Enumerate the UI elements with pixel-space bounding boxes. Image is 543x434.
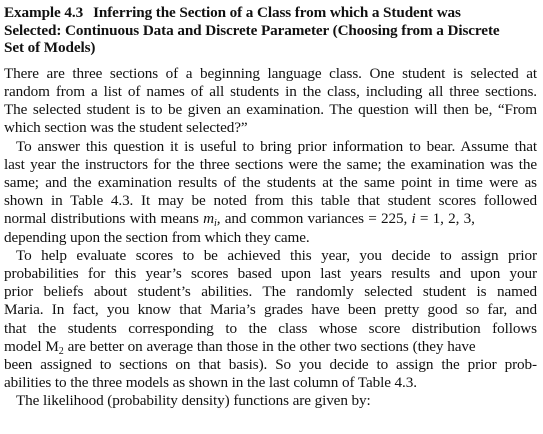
text-line: been assigned to sections on that basis). So you decide to assign the prior prob-	[4, 356, 537, 374]
example-heading	[4, 4, 537, 57]
text-line: To help evaluate scores to be achieved this year, you decide to assign prior	[16, 246, 537, 264]
example-title-line-2: Selected: Continuous Data and Discrete Parameter (Choosing from a Discrete	[4, 21, 500, 39]
text-line: shown in Table 4.3. It may be noted from this table that student scores followed	[4, 192, 537, 210]
text-line: depending upon the section from which they came.	[4, 228, 310, 246]
example-heading-line-1	[4, 4, 537, 22]
paragraph-4	[4, 392, 537, 410]
text-line-with-math: normal distributions with means $m_i$, and common variances = 225, i = 1, 2, 3,	[4, 210, 475, 230]
text-line: There are three sections of a beginning language class. One student is selected at	[4, 64, 537, 82]
paragraph-3	[4, 247, 537, 393]
math-subscript-i: i	[214, 218, 217, 230]
document-page	[4, 4, 537, 411]
example-title-line-3: Set of Models)	[4, 39, 96, 57]
math-subscript-2: 2	[58, 345, 64, 357]
text-line: last year the instructors for the three sections were the same; the examination was the	[4, 155, 537, 173]
paragraph-1	[4, 65, 537, 138]
text-line: prior beliefs about student’s abilities. The randomly selected student is named	[4, 283, 537, 301]
example-label: Example 4.3	[4, 4, 84, 21]
text-line: probabilities for this year’s scores based upon last years results and upon your	[4, 265, 537, 283]
paragraph-2	[4, 138, 537, 247]
text-line: random from a list of names of all students in the class, including all three sections.	[4, 82, 537, 100]
math-variable-i: i	[411, 210, 416, 228]
text-line: abilities to the three models as shown in the last column of Table 4.3.	[4, 374, 417, 392]
text-line: Maria. In fact, you know that Maria’s grades have been pretty good so far, and	[4, 301, 537, 319]
text-line: which section was the student selected?”	[4, 119, 248, 137]
math-variable-m: m	[203, 210, 215, 228]
text-line: The likelihood (probability density) functions are given by:	[16, 392, 371, 410]
text-line: that the students corresponding to the class whose score distribution follows	[4, 319, 537, 337]
text-line-with-math: model $M_2$ are better on average than those in the other two sections (they have	[4, 337, 476, 357]
text-line: To answer this question it is useful to bring prior information to bear. Assume that	[16, 137, 537, 155]
text-line: The selected student is to be given an examination. The question will then be, “From	[4, 101, 537, 119]
example-title-line-1: Inferring the Section of a Class from which a Student was	[93, 4, 461, 21]
text-line: same; and the examination results of the students at the same point in time were as	[4, 174, 537, 191]
